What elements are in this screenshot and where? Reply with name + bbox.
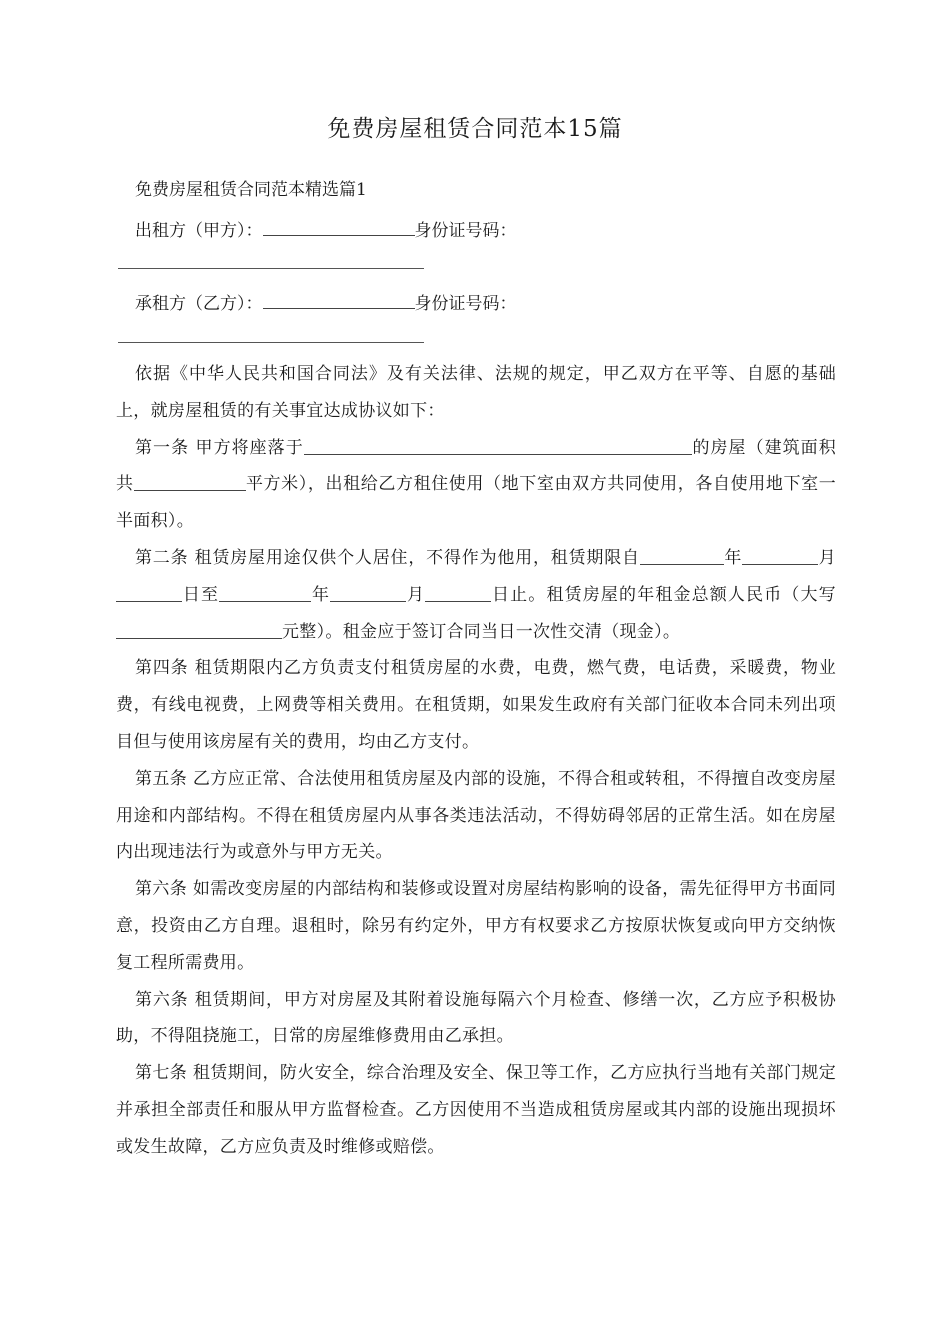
address-blank bbox=[304, 437, 692, 455]
contract-body bbox=[116, 356, 836, 1166]
article-5: 第五条 乙方应正常、合法使用租赁房屋及内部的设施，不得合租或转租，不得擅自改变房屋用途和内部结构。不得在租赁房屋内从事各类违法活动，不得妨碍邻居的正常生活。如在房屋内出现违法行为或意外与甲方无关。 bbox=[116, 768, 836, 863]
article-4: 第四条 租赁期限内乙方负责支付租赁房屋的水费，电费，燃气费，电话费，采暖费，物业费，有线电视费，上网费等相关费用。在租赁期，如果发生政府有关部门征收本合同未列出项目但与使用该房屋有关的费用，均由乙方支付。 bbox=[116, 658, 836, 752]
article-1-part-a: 第一条 甲方将座落于 bbox=[135, 437, 304, 458]
article-6-inspection: 第六条 租赁期间，甲方对房屋及其附着设施每隔六个月检查、修缮一次，乙方应予积极协助，不得阻挠施工，日常的房屋维修费用由乙承担。 bbox=[116, 989, 836, 1047]
end-month-blank bbox=[330, 584, 406, 602]
lessee-name-blank bbox=[263, 292, 415, 309]
article-1-part-b: 的房屋（建筑面积共 bbox=[116, 437, 836, 495]
article-2-year-2: 年 bbox=[311, 584, 331, 605]
lessor-id-label: 身份证号码： bbox=[414, 221, 517, 241]
lessee-label: 承租方（乙方）： bbox=[135, 294, 263, 314]
article-1 bbox=[116, 430, 836, 540]
article-2 bbox=[116, 540, 836, 650]
rent-amount-blank bbox=[116, 621, 282, 639]
article-2-part-h: 元整）。租金应于签订合同当日一次性交清（现金）。 bbox=[282, 621, 681, 642]
article-2-day-to: 日至 bbox=[182, 584, 220, 605]
article-2-part-g: 日止。租赁房屋的年租金总额人民币（大写 bbox=[491, 584, 836, 605]
article-6-structure: 第六条 如需改变房屋的内部结构和装修或设置对房屋结构影响的设备，需先征得甲方书面同意，投资由乙方自理。退租时，除另有约定外，甲方有权要求乙方按原状恢复或向甲方交纳恢复工程所需费用。 bbox=[116, 879, 836, 973]
article-2-year-1: 年 bbox=[723, 547, 743, 568]
article-1-part-c: 平方米），出租给乙方租住使用（地下室由双方共同使用，各自使用地下室一半面积）。 bbox=[116, 474, 836, 532]
end-year-blank bbox=[219, 584, 311, 602]
start-day-blank bbox=[116, 584, 182, 602]
lessee-id-label: 身份证号码： bbox=[414, 294, 517, 314]
lessor-label: 出租方（甲方）： bbox=[135, 221, 263, 241]
section-subtitle: 免费房屋租赁合同范本精选篇1 bbox=[135, 180, 367, 200]
lessee-id-blank bbox=[118, 342, 424, 343]
article-2-month-2: 月 bbox=[406, 584, 426, 605]
article-2-month-1: 月 bbox=[818, 547, 836, 568]
start-year-blank bbox=[640, 547, 724, 565]
article-7: 第七条 租赁期间，防火安全，综合治理及安全、保卫等工作，乙方应执行当地有关部门规定并承担全部责任和服从甲方监督检查。乙方因使用不当造成租赁房屋或其内部的设施出现损坏或发生故障，乙方应负责及时维修或赔偿。 bbox=[116, 1063, 836, 1157]
lessor-name-blank bbox=[263, 219, 415, 236]
intro-paragraph: 依据《中华人民共和国合同法》及有关法律、法规的规定，甲乙双方在平等、自愿的基础上，就房屋租赁的有关事宜达成协议如下： bbox=[116, 364, 836, 421]
area-blank bbox=[134, 473, 246, 491]
lessee-line bbox=[135, 289, 517, 314]
lessor-line bbox=[135, 216, 517, 241]
start-month-blank bbox=[742, 547, 818, 565]
end-day-blank bbox=[425, 584, 491, 602]
article-2-part-a: 第二条 租赁房屋用途仅供个人居住，不得作为他用，租赁期限自 bbox=[135, 547, 640, 568]
document-title: 免费房屋租赁合同范本15篇 bbox=[327, 116, 623, 142]
lessor-id-blank bbox=[118, 268, 424, 269]
